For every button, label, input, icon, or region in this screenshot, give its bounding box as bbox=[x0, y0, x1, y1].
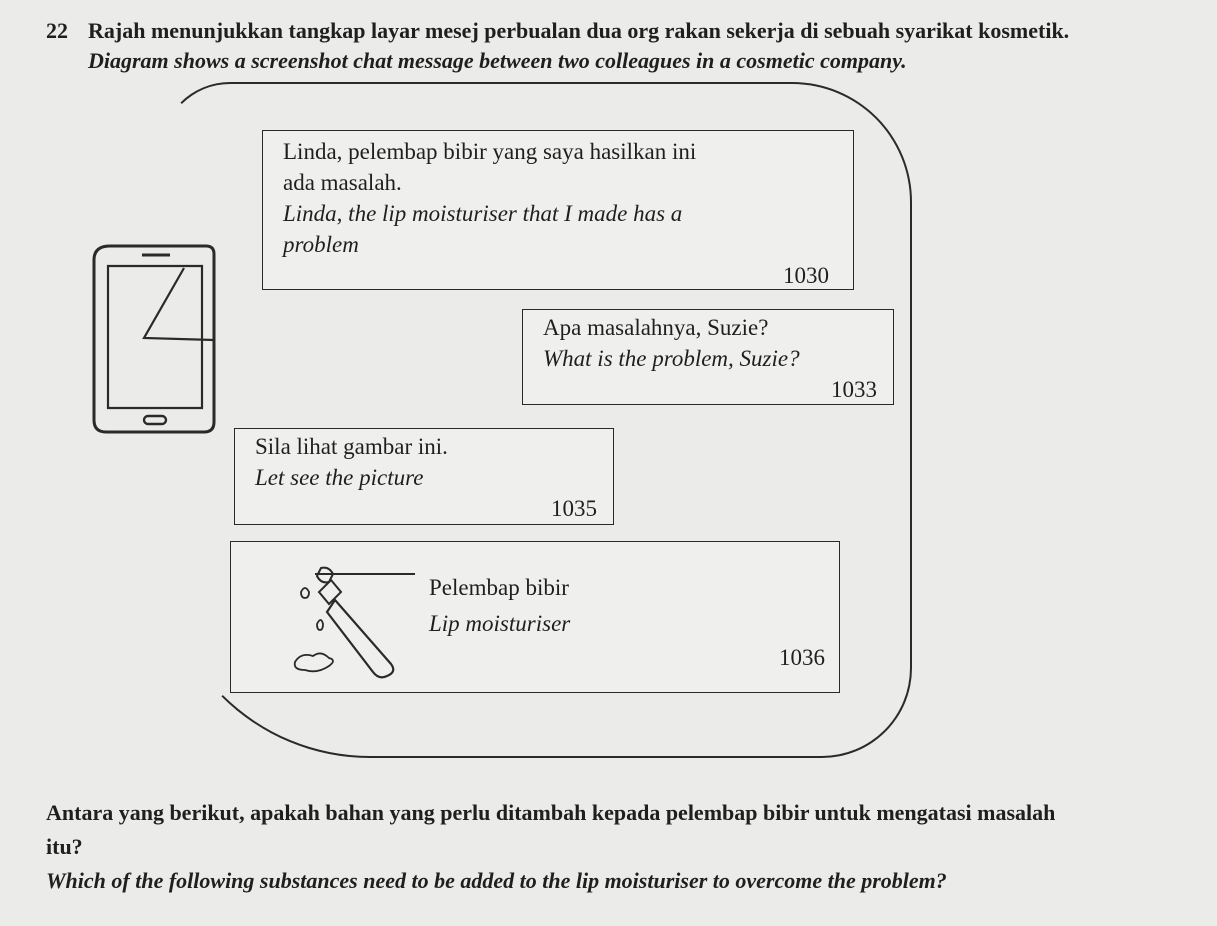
message-1-english: Linda, the lip moisturiser that I made has a bbox=[283, 201, 683, 226]
message-4-english: Lip moisturiser bbox=[429, 611, 571, 636]
question-text-english: Diagram shows a screenshot chat message between two colleagues in a cosmetic company. bbox=[88, 48, 907, 73]
message-2-english: What is the problem, Suzie? bbox=[543, 346, 800, 371]
message-3-malay: Sila lihat gambar ini. bbox=[255, 434, 448, 459]
chat-bubble-4 bbox=[230, 541, 840, 693]
message-2-malay: Apa masalahnya, Suzie? bbox=[543, 315, 769, 340]
message-3-time: 1035 bbox=[551, 496, 597, 521]
message-1-time: 1030 bbox=[783, 263, 829, 288]
message-1-malay-line2: ada masalah. bbox=[283, 170, 402, 195]
prompt-text-english: Which of the following substances need to be added to the lip moisturiser to overcome the problem? bbox=[46, 868, 947, 893]
message-4-malay: Pelembap bibir bbox=[429, 575, 569, 600]
lip-moisturiser-drip-icon bbox=[287, 562, 417, 682]
chat-bubble-3 bbox=[234, 428, 614, 525]
message-1-malay: Linda, pelembap bibir yang saya hasilkan ini bbox=[283, 139, 697, 164]
message-1-english-line2: problem bbox=[283, 232, 359, 257]
prompt-text-malay-line2: itu? bbox=[46, 834, 83, 859]
message-4-caption bbox=[429, 570, 570, 642]
question-number: 22 bbox=[46, 18, 68, 43]
chat-bubble-2 bbox=[522, 309, 894, 405]
prompt-text-malay: Antara yang berikut, apakah bahan yang perlu ditambah kepada pelembap bibir untuk mengatasi masalah bbox=[46, 800, 1056, 825]
message-4-time: 1036 bbox=[779, 645, 825, 670]
message-3-english: Let see the picture bbox=[255, 465, 424, 490]
question-text-malay: Rajah menunjukkan tangkap layar mesej perbualan dua org rakan sekerja di sebuah syarikat kosmetik. bbox=[88, 18, 1070, 43]
chat-bubble-1 bbox=[262, 130, 854, 290]
message-2-time: 1033 bbox=[831, 377, 877, 402]
phone-icon bbox=[84, 238, 224, 438]
